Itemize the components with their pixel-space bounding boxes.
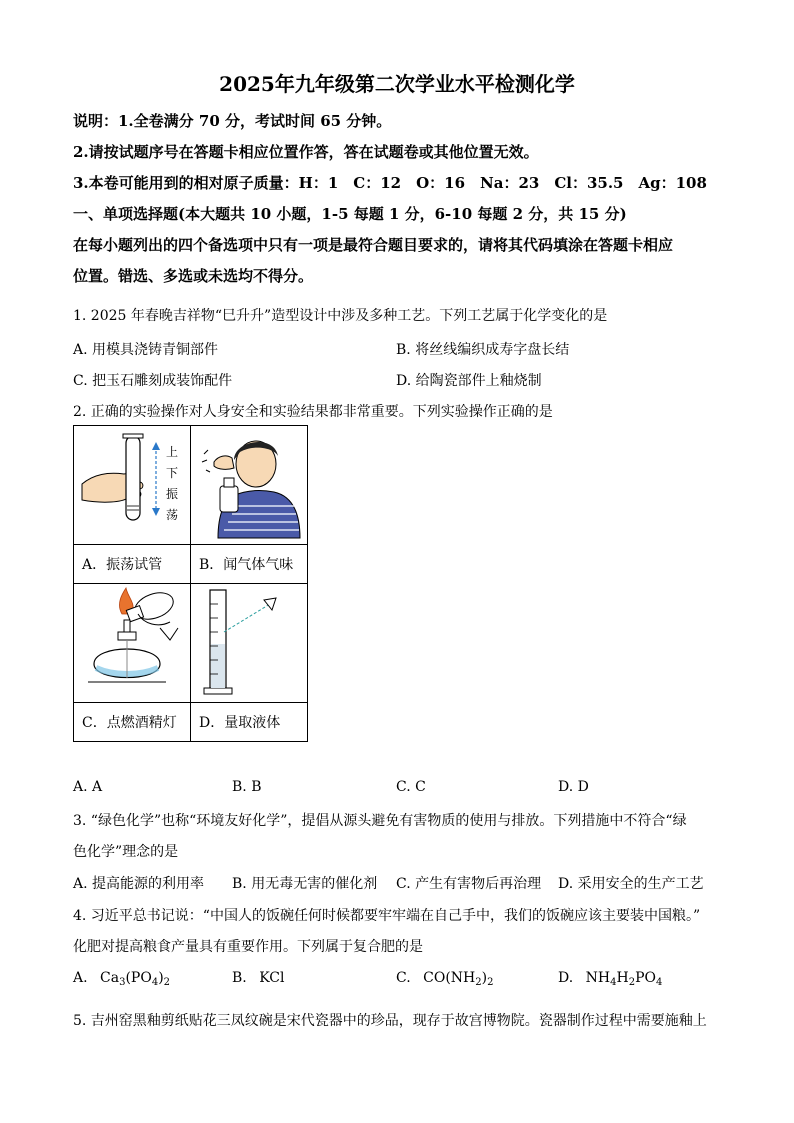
- tube-label-3: 振: [166, 487, 179, 501]
- q4-option-b: [232, 970, 284, 986]
- q3-stem-1: 3. “绿色化学”也称“环境友好化学”，提倡从源头避免有害物质的使用与排放。下列措施中不符合“绿: [73, 813, 687, 829]
- tube-label-1: 上: [166, 445, 179, 459]
- section-desc-2: 位置。错选、多选或未选均不得分。: [73, 267, 314, 285]
- q2-image-d: [191, 584, 308, 703]
- q2-option-d: D. D: [558, 779, 589, 795]
- tube-label-2: 下: [166, 466, 179, 480]
- tube-label-4: 荡: [166, 508, 179, 522]
- q4-option-b-formula: KCl: [259, 970, 285, 986]
- q4-option-d-label: D.: [558, 970, 574, 986]
- q2-option-a: A. A: [73, 779, 103, 795]
- q4-option-d-formula: $NH_4H_2PO_4$: [585, 970, 663, 988]
- q2-option-c: C. C: [396, 779, 426, 795]
- q1-stem: 1. 2025 年春晚吉祥物“巳升升”造型设计中涉及多种工艺。下列工艺属于化学变化的是: [73, 308, 608, 324]
- section-heading: 一、单项选择题(本大题共 10 小题，1-5 每题 1 分，6-10 每题 2 分，共 15 分): [73, 205, 627, 223]
- q2-stem: 2. 正确的实验操作对人身安全和实验结果都非常重要。下列实验操作正确的是: [73, 404, 553, 420]
- q4-option-a-formula: $Ca_3(PO_4)_2$: [100, 970, 171, 988]
- q1-option-b: B. 将丝线编织成寿字盘长结: [396, 342, 570, 358]
- instruction-1: 说明：1.全卷满分 70 分，考试时间 65 分钟。: [73, 112, 392, 130]
- q3-option-a: A. 提高能源的利用率: [73, 876, 205, 892]
- q4-option-a: [73, 970, 170, 988]
- q5-stem: 5. 吉州窑黑釉剪纸贴花三凤纹碗是宋代瓷器中的珍品，现存于故宫博物院。瓷器制作过程中需要施釉上: [73, 1013, 707, 1029]
- q2-caption-c: C．点燃酒精灯: [74, 703, 191, 742]
- q4-stem-1: 4. 习近平总书记说：“中国人的饭碗任何时候都要牢牢端在自己手中，我们的饭碗应该主要装中国粮。”: [73, 908, 701, 924]
- q2-image-c: [74, 584, 191, 703]
- q3-stem-2: 色化学”理念的是: [73, 844, 179, 860]
- q1-option-c: C. 把玉石雕刻成装饰配件: [73, 373, 233, 389]
- q4-option-c-label: C.: [396, 970, 411, 986]
- section-desc-1: 在每小题列出的四个备选项中只有一项是最符合题目要求的，请将其代码填涂在答题卡相应: [73, 236, 674, 254]
- q4-stem-2: 化肥对提高粮食产量具有重要作用。下列属于复合肥的是: [73, 939, 423, 955]
- q2-caption-a: A．振荡试管: [74, 545, 191, 584]
- instruction-2: 2.请按试题序号在答题卡相应位置作答，答在试题卷或其他位置无效。: [73, 143, 539, 161]
- q4-option-c: [396, 970, 493, 988]
- q3-option-c: C. 产生有害物后再治理: [396, 876, 542, 892]
- page-title: 2025年九年级第二次学业水平检测化学: [219, 72, 575, 96]
- q4-option-d: [558, 970, 662, 988]
- instruction-3: 3.本卷可能用到的相对原子质量：H：1 C：12 O：16 Na：23 Cl：35.5 Ag：108: [73, 174, 707, 192]
- q1-option-d: D. 给陶瓷部件上釉烧制: [396, 373, 542, 389]
- q4-option-c-formula: $CO(NH_2)_2$: [423, 970, 494, 988]
- q3-option-b: B. 用无毒无害的催化剂: [232, 876, 378, 892]
- shake-test-tube-illustration: [74, 426, 190, 540]
- q2-image-b: [191, 426, 308, 545]
- q2-image-grid: [73, 425, 308, 742]
- q2-caption-d: D．量取液体: [191, 703, 308, 742]
- q2-image-a: [74, 426, 191, 545]
- measuring-cylinder-illustration: [194, 584, 304, 698]
- q4-option-a-label: A.: [73, 970, 88, 986]
- q1-option-a: A. 用模具浇铸青铜部件: [73, 342, 219, 358]
- q4-option-b-label: B.: [232, 970, 247, 986]
- q2-option-b: B. B: [232, 779, 262, 795]
- q2-caption-b: B．闻气体气味: [191, 545, 308, 584]
- q3-option-d: D. 采用安全的生产工艺: [558, 876, 704, 892]
- smell-gas-illustration: [194, 426, 304, 540]
- alcohol-lamp-illustration: [74, 584, 190, 698]
